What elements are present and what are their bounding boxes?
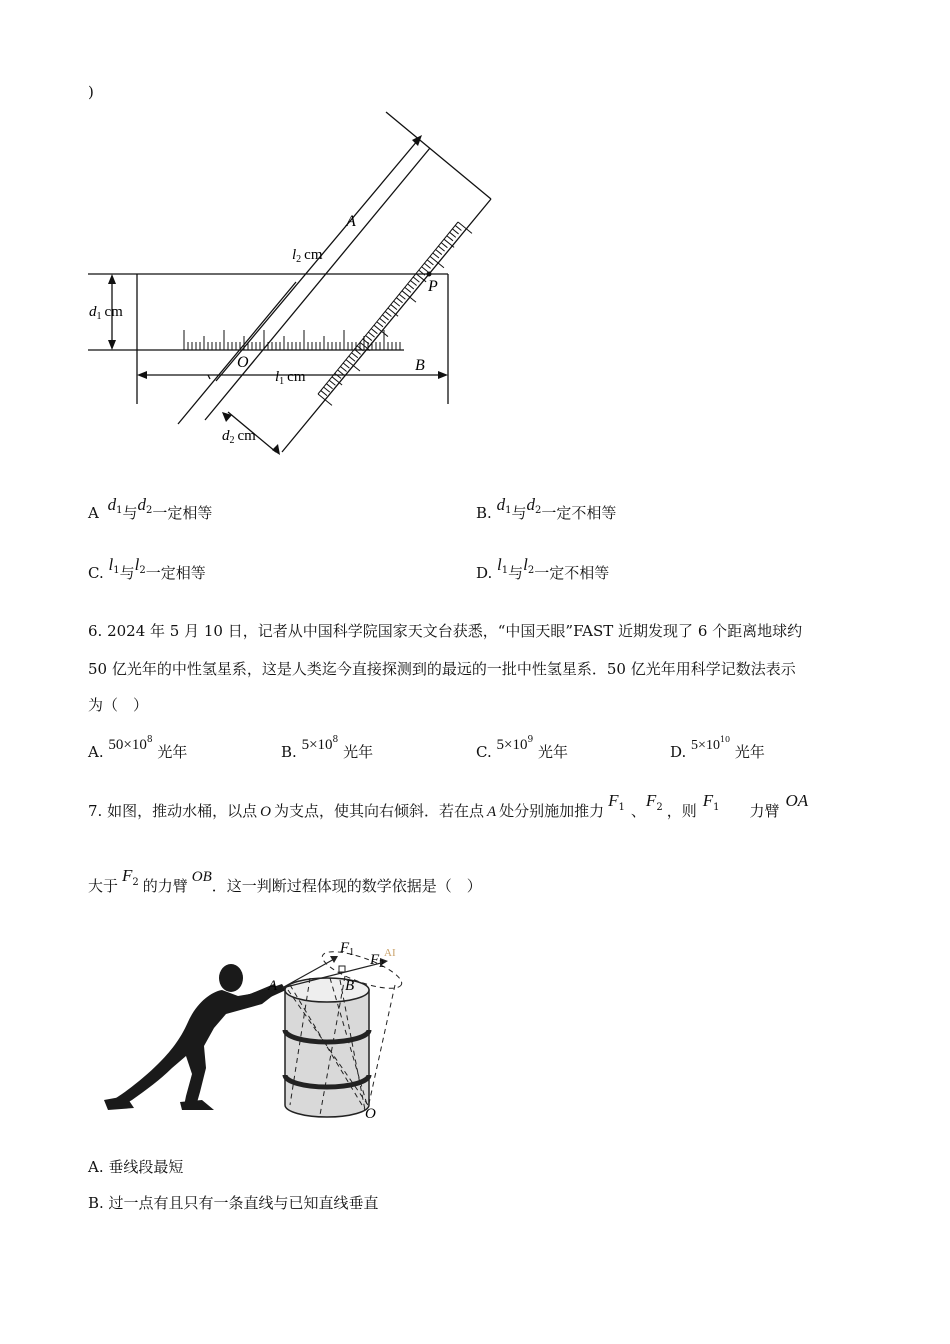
ruler-figure [80,105,510,485]
label-d2: $d_2$ cm [222,428,256,446]
q7-line-1: 7. 如图，推动水桶，以点 O 为支点，使其向右倾斜．若在点 A 处分别施加推力$F^1$ 、$F^2$ ，则$F^1$ 力臂OA [88,791,809,820]
q6-option-a[interactable]: A. $50\times 10^8$ 光年 [88,735,188,761]
q5-option-a[interactable]: A $d^1$与$d^2$一定相等 [88,495,213,522]
slanted-ruler-tick [382,315,388,320]
q6-line-1: 6. 2024 年 5 月 10 日，记者从中国科学院国家天文台获悉，“中国天眼”FAST 近期发现了 6 个距离地球约 [88,622,803,640]
slanted-ruler-tick [366,336,372,341]
q7-option-b[interactable]: B. 过一点有且只有一条直线与已知直线垂直 [88,1194,379,1212]
slanted-ruler-tick [450,232,456,237]
q5-option-d[interactable]: D. $l^1$与$l^2$一定不相等 [476,555,610,582]
slanted-ruler-tick [346,360,360,371]
label-f2: $F_2$ [370,952,385,970]
slanted-ruler-tick [321,391,327,396]
slanted-ruler-tick [396,298,402,303]
slanted-ruler-tick [340,366,346,371]
slanted-ruler-left-edge [178,282,296,424]
leading-paren: ) [88,83,94,101]
label-a: A [346,213,356,230]
slanted-ruler-tick [394,301,400,306]
slanted-ruler-tick [455,225,461,230]
slanted-ruler-right-edge [282,199,491,452]
slanted-ruler-tick [408,284,414,289]
slanted-ruler-tick [380,318,386,323]
label-f1: $F_1$ [340,940,355,958]
q6-line-3: 为（ ） [88,696,149,714]
q6-line-2: 50 亿光年的中性氢星系，这是人类迄今直接探测到的最远的一批中性氢星系．50 亿光年用科学记数法表示 [88,660,796,678]
slanted-ruler-tick [368,332,374,337]
slanted-ruler-tick [424,263,430,268]
slanted-ruler-tick [326,384,332,389]
slanted-ruler-tick [405,287,411,292]
label-d1: $d_1$ cm [89,304,123,322]
person-silhouette [104,964,286,1110]
slanted-ruler-tick [385,311,391,316]
slanted-ruler-tick [349,356,355,361]
slanted-ruler-tick [436,250,442,255]
q7-line-2: 大于$F^2$ 的力臂 OB．这一判断过程体现的数学依据是（ ） [88,866,482,895]
label-p: P [428,278,438,295]
q6-option-c[interactable]: C. $5\times 10^9$ 光年 [476,735,568,761]
slanted-ruler-tick [324,387,330,392]
slanted-ruler-mid-edge [205,148,430,420]
q5-option-c[interactable]: C. $l^1$与$l^2$一定相等 [88,555,206,582]
slanted-ruler-tick [410,280,416,285]
slanted-ruler-tick [343,363,349,368]
slanted-ruler-tick [391,305,397,310]
barrel [282,944,406,1117]
slanted-ruler-tick [413,277,419,282]
slanted-ruler-tick [352,353,358,358]
slanted-ruler-tick [452,229,458,234]
slanted-ruler-scale-edge [318,222,458,394]
watermark: AI [384,947,396,959]
q6-option-b[interactable]: B. $5\times 10^8$ 光年 [281,735,374,761]
slanted-ruler-tick [438,246,444,251]
barrel-figure [100,935,430,1125]
label-a-fig: A [268,978,278,994]
slanted-ruler-tick [329,380,335,385]
q5-option-b[interactable]: B. $d^1$与$d^2$一定不相等 [476,495,617,522]
slanted-ruler-tick [422,267,428,272]
slanted-ruler-tick [338,370,344,375]
q6-option-d[interactable]: D. $5\times 10^{10}$ 光年 [670,735,765,761]
slanted-ruler-top [386,112,491,199]
label-o-fig: O [365,1106,376,1122]
slanted-ruler-tick [377,322,383,327]
slanted-ruler-tick [399,294,405,299]
slanted-ruler-tick [427,260,433,265]
slanted-ruler-tick [447,236,453,241]
slanted-ruler-tick [335,373,341,378]
slanted-ruler-tick [318,394,332,405]
label-l1: $l_1$ cm [275,369,306,387]
label-b-fig: B [345,978,355,994]
slanted-ruler-tick [371,329,377,334]
q7-option-a[interactable]: A. 垂线段最短 [88,1158,184,1176]
label-b: B [415,357,425,374]
label-l2: $l_2$ cm [292,247,323,265]
slanted-ruler-tick [433,253,439,258]
slanted-ruler-tick [441,243,447,248]
label-o: O [237,354,249,371]
